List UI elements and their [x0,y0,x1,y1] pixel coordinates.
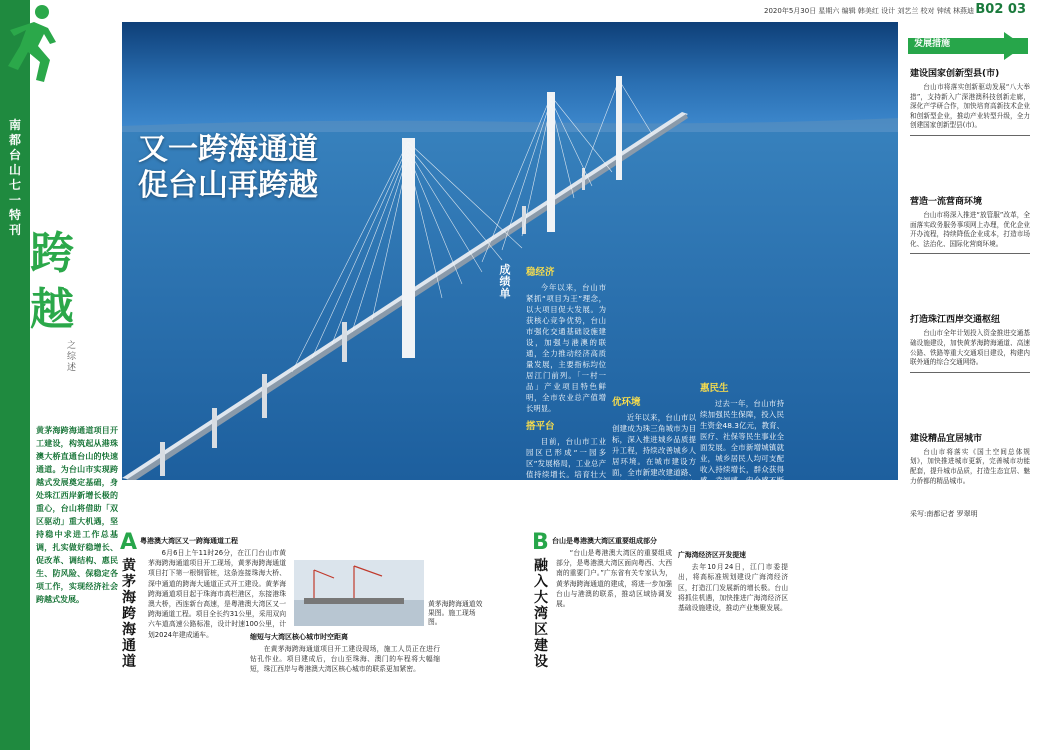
photo-caption: 黄茅海跨海通道效果图。施工现场图。 [428,600,483,626]
intro-text: 黄茅海跨海通道项目开工建设，构筑起从港珠澳大桥直通台山的快速通道。为台山市实现跨越式发展奠定基础，身处珠江西岸新增长极的重心，台山将借助「双区驱动」重大机遇，坚持稳中求进工作总基调，扎实做好稳增长、促改革、调结构、惠民生、防风险、保稳定各项工作，实现经济社会跨越式发展。 [36,426,118,604]
section-title: 搭平台 [526,421,555,432]
credit: 采写:南都记者 罗翠明 [910,510,978,519]
left-green-strip [0,0,30,750]
section-a-text: 6月6日上午11时26分，在江门台山市黄茅海跨海通道项目开工现场，黄茅海跨海通道项目打下第一根钢管桩，这条连接珠海大桥、深中通道的跨海大通道正式开工建设。黄茅海跨海通道项目起于珠海市高栏港区，东接港珠澳大桥，西连新台高速，是粤港澳大湾区又一跨海通道工程。项目全长约31公里，采用双向六车道高速公路标准，设计时速100公里，计划2024年建成通车。 [148,549,286,639]
item-body: 台山市将落实创新驱动发展“八大举措”，支持新入广深港澳科技创新走廊，深化产学研合作，加快培育高新技术企业和创新型企业，推动产业转型升级，全力创建国家创新型县(市)。 [910,83,1030,130]
section-a-subhead: 缩短与大湾区核心城市时空距离 [250,633,348,641]
page-header [0,0,1038,20]
section-b-sub-text: 去年10月24日，江门市委提出，将高标准规划建设广海湾经济区，打造江门发展新的增长极。台山将抓住机遇，加快推进广海湾经济区基础设施建设，推动产业集聚发展。 [678,563,788,613]
headline-line-1: 又一跨海通道 [138,132,318,167]
section-b-subhead: 广海湾经济区开发提速 [678,551,746,559]
item-title: 建设精品宜居城市 [910,433,983,444]
item-title: 营造一流营商环境 [910,196,983,207]
arrow-icon [1004,32,1024,60]
section-body: 近年以来，台山市以创建成为珠三角城市为目标，深入推进城乡品质提升工程，持续改善城乡人居环境。在城市建设方面，全市新建改建道路、公园，完善公共配套服务设施，城市形象持续提升。 [612,413,696,510]
section-body: 过去一年，台山市持续加强民生保障，投入民生资金48.3亿元，教育、医疗、社保等民生事业全面发展。全市新增城镇就业，城乡居民人均可支配收入持续增长，群众获得感、幸福感、安全感不断增强。 [700,399,784,496]
section-a-sub-body [250,644,440,748]
divider [910,135,1030,136]
divider [910,372,1030,373]
section-a-sub-text: 在黄茅海跨海通道项目开工建设现场，施工人员正在进行钻孔作业。项目建成后，台山至珠海、澳门的车程将大幅缩短，珠江西岸与粤港澳大湾区核心城市的联系更加紧密。 [250,645,440,674]
item-body: 台山市将深入推进“放管服”改革，全面落实政务服务事项网上办理，优化企业开办流程，持续降低企业成本，打造市场化、法治化、国际化营商环境。 [910,210,1030,248]
section-title-b: 融入大湾区建设 [534,558,548,670]
section-title: 优环境 [612,397,641,408]
item-title: 建设国家创新型县(市) [910,69,1000,79]
headline [138,132,318,204]
section-a-head: 粤港澳大湾区又一跨海通道工程 [140,537,238,545]
section-body: 目前，台山市工业园区已形成“一园多区”发展格局，工业总产值持续增长。培育壮大新兴产业、高新技术企业，推进园区基础设施建设，提升承载能力。 [526,437,606,512]
section-title: 稳经济 [526,267,555,278]
hero-col-1 [526,266,606,512]
section-letter-a: A [120,530,138,555]
right-column [900,22,1034,750]
section-body: 今年以来，台山市紧抓“项目为王”理念，以大项目促大发展。为获核心竞争优势，台山市强化交通基础设施建设，加强与港澳的联通，全力推动经济高质量发展，主要指标均位居江门前列。「一村一品」产业项目特色鲜明，全市农业总产值增长明显。 [526,283,606,413]
headline-line-2: 促台山再跨越 [138,168,318,203]
item-title: 打造珠江西岸交通枢纽 [910,315,1001,326]
section-b-head: 台山是粤港澳大湾区重要组成部分 [552,537,657,545]
section-b-body [556,548,672,748]
runner-logo-icon [4,2,64,88]
big-char-yue: 越 [30,284,74,335]
section-letter-b: B [532,530,549,555]
section-b-text: “台山是粤港澳大湾区的重要组成部分，是粤港澳大湾区面向粤西、大西南的重要门户。”广东省有关专家认为，黄茅海跨海通道的建成，将进一步加强台山与港澳的联系，推动区域协调发展。 [556,549,672,609]
section-b-col-2 [678,548,788,748]
item-body: 台山市全年计划投入资金推进交通基础设施建设，加快黄茅海跨海通道、高速公路、铁路等重大交通项目建设，构建内联外通的综合交通网络。 [910,329,1030,367]
hero-col-3 [700,266,784,496]
section-title: 惠民生 [700,383,729,394]
section-banner: 发展措施 [908,38,1028,54]
hero-col-2 [612,266,696,510]
dateline: 2020年5月30日 星期六 编辑 韩美红 设计 刘艺兰 校对 钟绒 林燕迪 [764,7,974,15]
big-char-kua: 跨 [30,228,74,279]
page-number: B02 03 [975,2,1026,17]
side-note: 之综述 [65,340,75,373]
subhead-achievements: 成绩单 [499,263,511,300]
item-body: 台山市将落实《国土空间总体规划》，加快推进城市更新，完善城市功能配套，提升城市品质，打造生态宜居、魅力侨都的精品城市。 [910,447,1030,485]
divider [910,253,1030,254]
section-title-a: 黄茅海跨海通道 [122,558,136,670]
series-title: 南都台山七一特刊 [8,118,21,237]
construction-photo [294,560,424,626]
